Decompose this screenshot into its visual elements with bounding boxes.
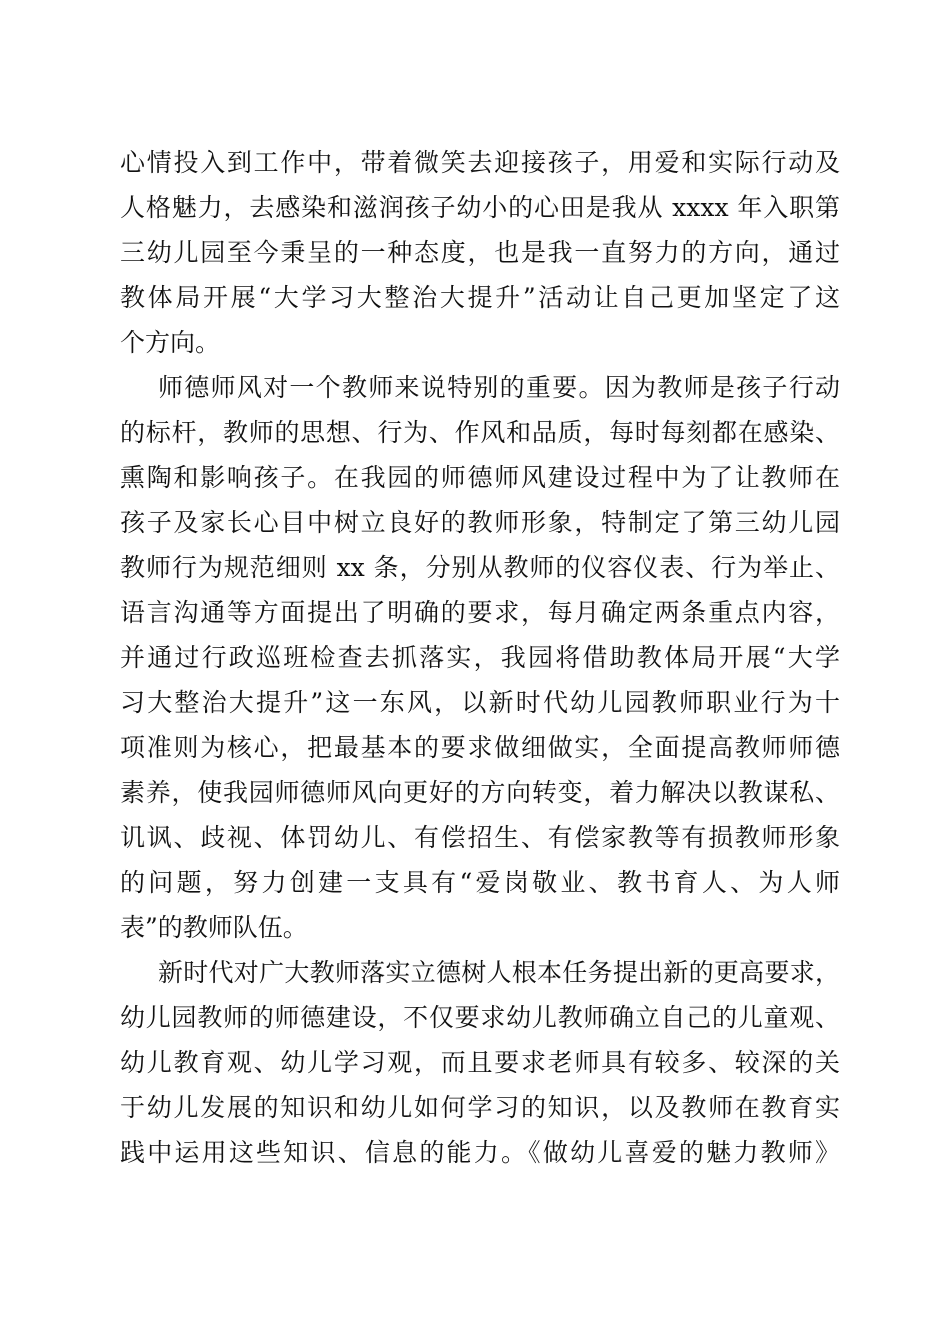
text-line: 幼儿教育观、幼儿学习观，而且要求老师具有较多、较深的关 [120, 1048, 840, 1077]
paragraph-first-line: 师德师风对一个教师来说特别的重要。因为教师是孩子行动 [158, 373, 840, 402]
text-line: 教师行为规范细则 xx 条，分别从教师的仪容仪表、行为举止、 [120, 553, 840, 582]
paragraph-first-line: 新时代对广大教师落实立德树人根本任务提出新的更高要求， [158, 958, 840, 987]
text-line: 践中运用这些知识、信息的能力。《做幼儿喜爱的魅力教师》 [120, 1138, 840, 1167]
text-line: 习大整治大提升”这一东风，以新时代幼儿园教师职业行为十 [120, 688, 840, 717]
text-line: 于幼儿发展的知识和幼儿如何学习的知识，以及教师在教育实 [120, 1093, 840, 1122]
text-line: 个方向。 [120, 328, 221, 357]
text-line: 教体局开展“大学习大整治大提升”活动让自己更加坚定了这 [120, 283, 840, 312]
text-line: 三幼儿园至今秉呈的一种态度，也是我一直努力的方向，通过 [120, 238, 840, 267]
text-line: 讥讽、歧视、体罚幼儿、有偿招生、有偿家教等有损教师形象 [120, 823, 840, 852]
text-line: 幼儿园教师的师德建设，不仅要求幼儿教师确立自己的儿童观、 [120, 1003, 840, 1032]
text-line: 表”的教师队伍。 [120, 913, 308, 942]
text-line: 语言沟通等方面提出了明确的要求，每月确定两条重点内容， [120, 598, 840, 627]
text-line: 项准则为核心，把最基本的要求做细做实，全面提高教师师德 [120, 733, 840, 762]
text-line: 的问题，努力创建一支具有“爱岗敬业、教书育人、为人师 [120, 868, 840, 897]
text-line: 并通过行政巡班检查去抓落实，我园将借助教体局开展“大学 [120, 643, 840, 672]
text-line: 心情投入到工作中，带着微笑去迎接孩子，用爱和实际行动及 [120, 148, 840, 177]
text-line: 素养，使我园师德师风向更好的方向转变，着力解决以教谋私、 [120, 778, 840, 807]
text-line: 人格魅力，去感染和滋润孩子幼小的心田是我从 xxxx 年入职第 [120, 193, 840, 222]
text-line: 熏陶和影响孩子。在我园的师德师风建设过程中为了让教师在 [120, 463, 840, 492]
text-line: 的标杆，教师的思想、行为、作风和品质，每时每刻都在感染、 [120, 418, 840, 447]
text-line: 孩子及家长心目中树立良好的教师形象，特制定了第三幼儿园 [120, 508, 840, 537]
